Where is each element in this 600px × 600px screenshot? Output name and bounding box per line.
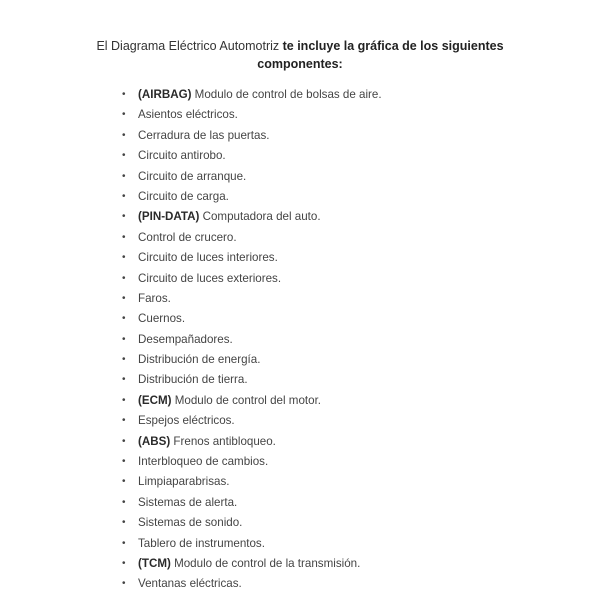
item-code: (TCM) — [138, 556, 171, 570]
item-text: Tablero de instrumentos. — [138, 536, 265, 550]
item-text: Frenos antibloqueo. — [170, 434, 276, 448]
list-item — [118, 350, 558, 370]
list-item — [118, 289, 558, 309]
bullet-icon: • — [122, 557, 126, 569]
bullet-icon: • — [122, 272, 126, 284]
list-item — [118, 534, 558, 554]
bullet-icon: • — [122, 496, 126, 508]
item-text: Cerradura de las puertas. — [138, 128, 270, 142]
bullet-icon: • — [122, 394, 126, 406]
item-text: Modulo de control de la transmisión. — [170, 556, 361, 570]
item-text: Circuito de luces interiores. — [138, 251, 278, 265]
item-code: (PIN-DATA) — [138, 210, 200, 224]
bullet-icon: • — [122, 190, 126, 202]
list-item — [118, 472, 558, 492]
item-text: Limpiaparabrisas. — [138, 475, 230, 489]
list-item — [118, 228, 558, 248]
item-text: Desempañadores. — [138, 332, 233, 346]
bullet-icon: • — [122, 170, 126, 182]
list-item — [118, 105, 558, 125]
list-item — [118, 187, 558, 207]
bullet-icon: • — [122, 292, 126, 304]
bullet-icon: • — [122, 456, 126, 468]
bullet-icon: • — [122, 578, 126, 590]
item-text: Sistemas de alerta. — [138, 495, 238, 509]
bullet-icon: • — [122, 517, 126, 529]
item-text: Modulo de control del motor. — [171, 393, 322, 407]
list-item — [118, 309, 558, 329]
intro-bold-text: te incluye la gráfica de los siguientes componentes: — [257, 39, 504, 71]
bullet-icon: • — [122, 252, 126, 264]
item-text: Circuito de luces exteriores. — [138, 271, 282, 285]
bullet-icon: • — [122, 129, 126, 141]
bullet-icon: • — [122, 313, 126, 325]
list-item — [118, 269, 558, 289]
item-text: Sistemas de sonido. — [138, 516, 243, 530]
item-text: Interbloqueo de cambios. — [138, 455, 269, 469]
bullet-icon: • — [122, 476, 126, 488]
item-text: Circuito de carga. — [138, 189, 229, 203]
list-item — [118, 248, 558, 268]
item-text: Faros. — [138, 291, 171, 305]
item-text: Cuernos. — [138, 312, 186, 326]
list-item — [118, 146, 558, 166]
item-text: Espejos eléctricos. — [138, 414, 235, 428]
component-list — [118, 85, 558, 595]
bullet-icon: • — [122, 109, 126, 121]
item-text: Circuito antirobo. — [138, 149, 226, 163]
bullet-icon: • — [122, 415, 126, 427]
list-item — [118, 207, 558, 227]
item-text: Modulo de control de bolsas de aire. — [191, 88, 382, 101]
item-text: Distribución de tierra. — [138, 373, 248, 387]
bullet-icon: • — [122, 89, 126, 100]
list-item — [118, 330, 558, 350]
item-text: Control de crucero. — [138, 230, 237, 244]
bullet-icon: • — [122, 374, 126, 386]
item-text: Asientos eléctricos. — [138, 108, 238, 122]
list-item — [118, 432, 558, 452]
intro-paragraph — [60, 37, 540, 73]
bullet-icon: • — [122, 211, 126, 223]
list-item — [118, 391, 558, 411]
list-item — [118, 411, 558, 431]
list-item — [118, 493, 558, 513]
intro-plain-text: El Diagrama Eléctrico Automotriz — [96, 39, 283, 53]
bullet-icon: • — [122, 435, 126, 447]
list-item — [118, 574, 558, 594]
item-text: Ventanas eléctricas. — [138, 577, 242, 591]
list-item — [118, 554, 558, 574]
item-code: (ABS) — [138, 434, 171, 448]
bullet-icon: • — [122, 537, 126, 549]
bullet-icon: • — [122, 231, 126, 243]
list-item — [118, 85, 558, 105]
item-text: Circuito de arranque. — [138, 169, 247, 183]
bullet-icon: • — [122, 150, 126, 162]
item-text: Computadora del auto. — [199, 210, 321, 224]
list-item — [118, 513, 558, 533]
list-item — [118, 452, 558, 472]
bullet-icon: • — [122, 354, 126, 366]
item-code: (ECM) — [138, 393, 172, 407]
bullet-icon: • — [122, 333, 126, 345]
list-item — [118, 370, 558, 390]
item-code: (AIRBAG) — [138, 88, 192, 101]
list-item — [118, 126, 558, 146]
item-text: Distribución de energía. — [138, 353, 261, 367]
list-item — [118, 167, 558, 187]
